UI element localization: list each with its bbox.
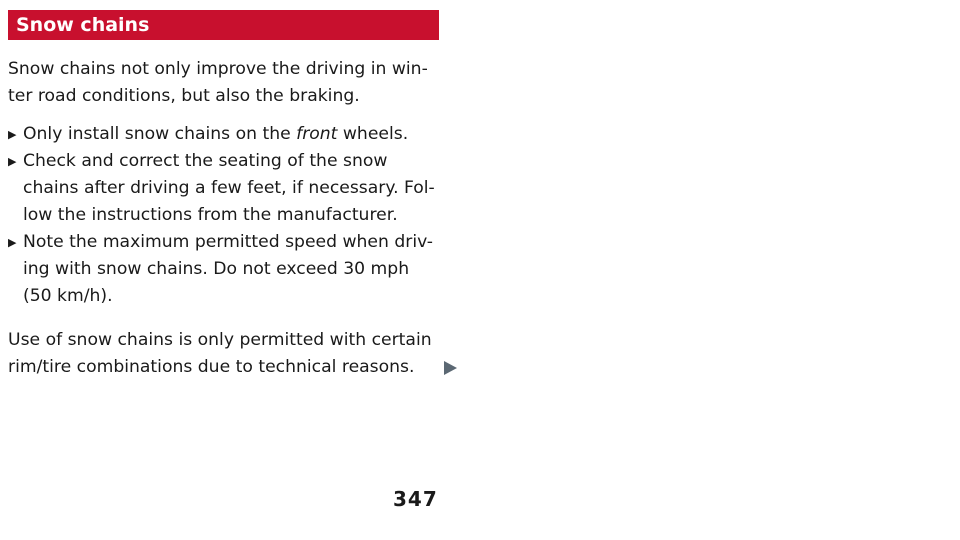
closing-line: rim/tire combinations due to technical reasons. bbox=[8, 357, 415, 377]
instruction-line: low the instructions from the manufacturer. bbox=[23, 205, 398, 225]
instruction-line: Note the maximum permitted speed when driv- bbox=[23, 232, 434, 252]
section-heading-bar bbox=[8, 10, 439, 40]
intro-line: Snow chains not only improve the driving in win- bbox=[8, 59, 428, 79]
closing-paragraph bbox=[8, 327, 432, 381]
intro-line: ter road conditions, but also the braking. bbox=[8, 86, 360, 106]
closing-line: Use of snow chains is only permitted with certain bbox=[8, 330, 432, 350]
instruction-line: chains after driving a few feet, if necessary. Fol- bbox=[23, 178, 435, 198]
triangle-right-bullet-icon: ▶ bbox=[8, 155, 17, 168]
page-number: 347 bbox=[393, 487, 438, 511]
instruction-item bbox=[8, 229, 448, 310]
instruction-item bbox=[8, 148, 448, 229]
continue-arrow-icon bbox=[444, 361, 457, 375]
intro-paragraph bbox=[8, 56, 428, 110]
instruction-line: Only install snow chains on the front wheels. bbox=[23, 124, 409, 144]
instruction-line: (50 km/h). bbox=[23, 286, 113, 306]
emphasis-front: front bbox=[296, 124, 338, 144]
instruction-line: Check and correct the seating of the snow bbox=[23, 151, 388, 171]
instruction-line: ing with snow chains. Do not exceed 30 mph bbox=[23, 259, 410, 279]
triangle-right-bullet-icon: ▶ bbox=[8, 236, 17, 249]
section-title: Snow chains bbox=[16, 14, 150, 36]
instruction-item bbox=[8, 121, 448, 148]
triangle-right-bullet-icon: ▶ bbox=[8, 128, 17, 141]
